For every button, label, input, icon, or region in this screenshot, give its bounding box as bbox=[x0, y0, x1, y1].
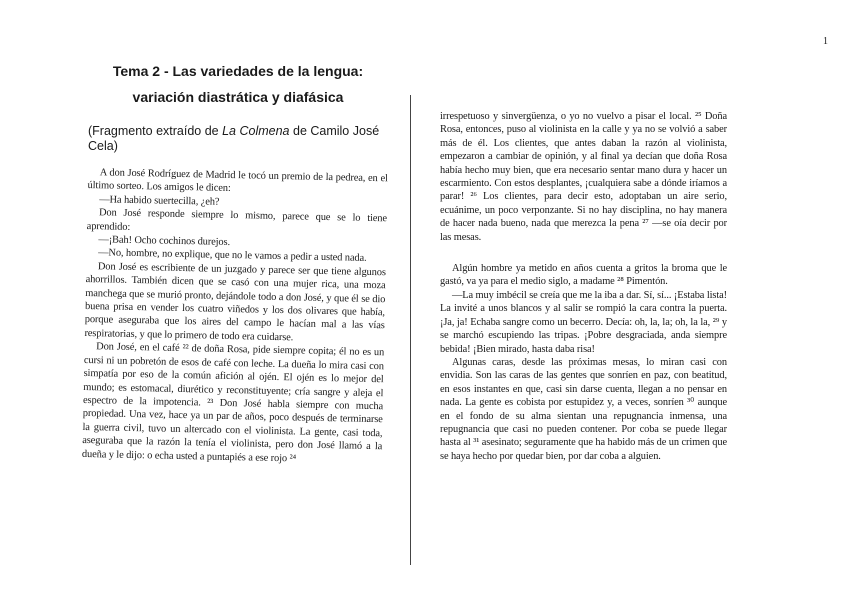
title-line-2: variación diastrática y diafásica bbox=[132, 89, 344, 105]
source-note bbox=[88, 124, 408, 154]
page-number: 1 bbox=[823, 36, 828, 47]
title-line-1: Tema 2 - Las variedades de la lengua: bbox=[112, 63, 364, 79]
paragraph: Algunas caras, desde las próximas mesas, lo miran casi con envidia. Son las caras de las gentes que sonríen en paz, con beatitud, en esos instantes en que, casi sin darse cuenta, llegan a no pensar en nada. La gente es cobista por estupidez y, a veces, sonríen ³⁰ aunque en el fondo de su alma sientan una repugnancia inmensa, una repugnancia que casi no pueden contener. Por coba se puede llegar hasta al ³¹ asesinato; seguramente que ha habido más de un crimen que se haya hecho por quedar bien, por dar coba a alguien. bbox=[440, 356, 727, 462]
paragraph: —No, hombre, no explique, que no le vamos a pedir a usted nada. bbox=[98, 247, 367, 265]
page-title bbox=[88, 58, 388, 110]
paragraph: —La muy imbécil se creía que me la iba a dar. Sí, sí... ¡Estaba lista! La invité a unos blancos y al salir se rompió la cara contra la puerta. ¡Ja, ja! Echaba sangre como un becerro. Decía: oh, la, la; oh, la la, ²⁹ y se marchó escupiendo las tripas. ¡Pobre desgraciada, anda siempre bebida! ¡Bien mirado, hasta daba risa! bbox=[440, 289, 727, 355]
paragraph: Algún hombre ya metido en años cuenta a gritos la broma que le gastó, va ya para el medio siglo, a madame ²⁸ Pimentón. bbox=[440, 263, 727, 288]
left-text-column bbox=[82, 166, 388, 467]
column-divider bbox=[410, 95, 411, 565]
paragraph: Don José, en el café ²² de doña Rosa, pide siempre copita; él no es un cursi ni un pobretón de esos de café con leche. La dueña lo mira casi con simpatía por eso de la común afición al ojén. El ojén es lo mejor del mundo; es estomacal, diurético y reconstituyente; cría sangre y aleja el espectro de la impotencia. ²³ Don José habla siempre con mucha propiedad. Una vez, hace ya un par de años, poco después de terminarse la guerra civil, tuvo un altercado con el violinista. La gente, casi toda, aseguraba que la razón la tenía el violinista, pero don José llamó a la dueña y le dijo: o echa usted a puntapiés a ese rojo ²⁴ bbox=[81, 341, 385, 464]
paragraph: Don José responde siempre lo mismo, parece que se lo tiene aprendido: bbox=[86, 207, 388, 233]
paragraph: —Ha habido suertecilla, ¿eh? bbox=[99, 194, 220, 208]
paragraph: Don José es escribiente de un juzgado y parece ser que tiene algunos ahorrillos. También dicen que se casó con una mujer rica, una moza manchega que se murió pronto, dejándole todo a don José, y que él se dio buena prisa en vender los cuatro viñedos y los dos olivares que había, porque aseguraba que los aires del campo le hacían mal a las vías respiratorias, y que lo primero de todo era cuidarse. bbox=[84, 261, 386, 344]
right-text-column bbox=[440, 110, 727, 463]
book-title: La Colmena bbox=[222, 124, 290, 138]
paragraph: —¡Bah! Ocho cochinos durejos. bbox=[98, 234, 231, 249]
paragraph: A don José Rodríguez de Madrid le tocó un premio de la pedrea, en el último sorteo. Los amigos le dicen: bbox=[87, 167, 388, 195]
source-prefix: (Fragmento extraído de bbox=[88, 124, 223, 138]
paragraph: irrespetuoso y sinvergüenza, o yo no vuelvo a pisar el local. ²⁵ Doña Rosa, entonces, puso al violinista en la calle y ya no se volvió a saber más de él. Los clientes, que antes daban la razón al violinista, empezaron a cambiar de opinión, y al final ya decían que doña Rosa había hecho muy bien, que era necesario sentar mano dura y hacer un escarmiento. Con estos desplantes, ¡cualquiera sabe a dónde iríamos a parar! ²⁶ Los clientes, para decir esto, adoptaban un aire serio, ecuánime, un poco verponzante. Si no hay disciplina, no hay manera de hacer nada bueno, nada que merezca la pena ²⁷ —se oía decir por las mesas. bbox=[440, 111, 727, 243]
source-suffix: de Camilo José Cela) bbox=[88, 124, 380, 153]
